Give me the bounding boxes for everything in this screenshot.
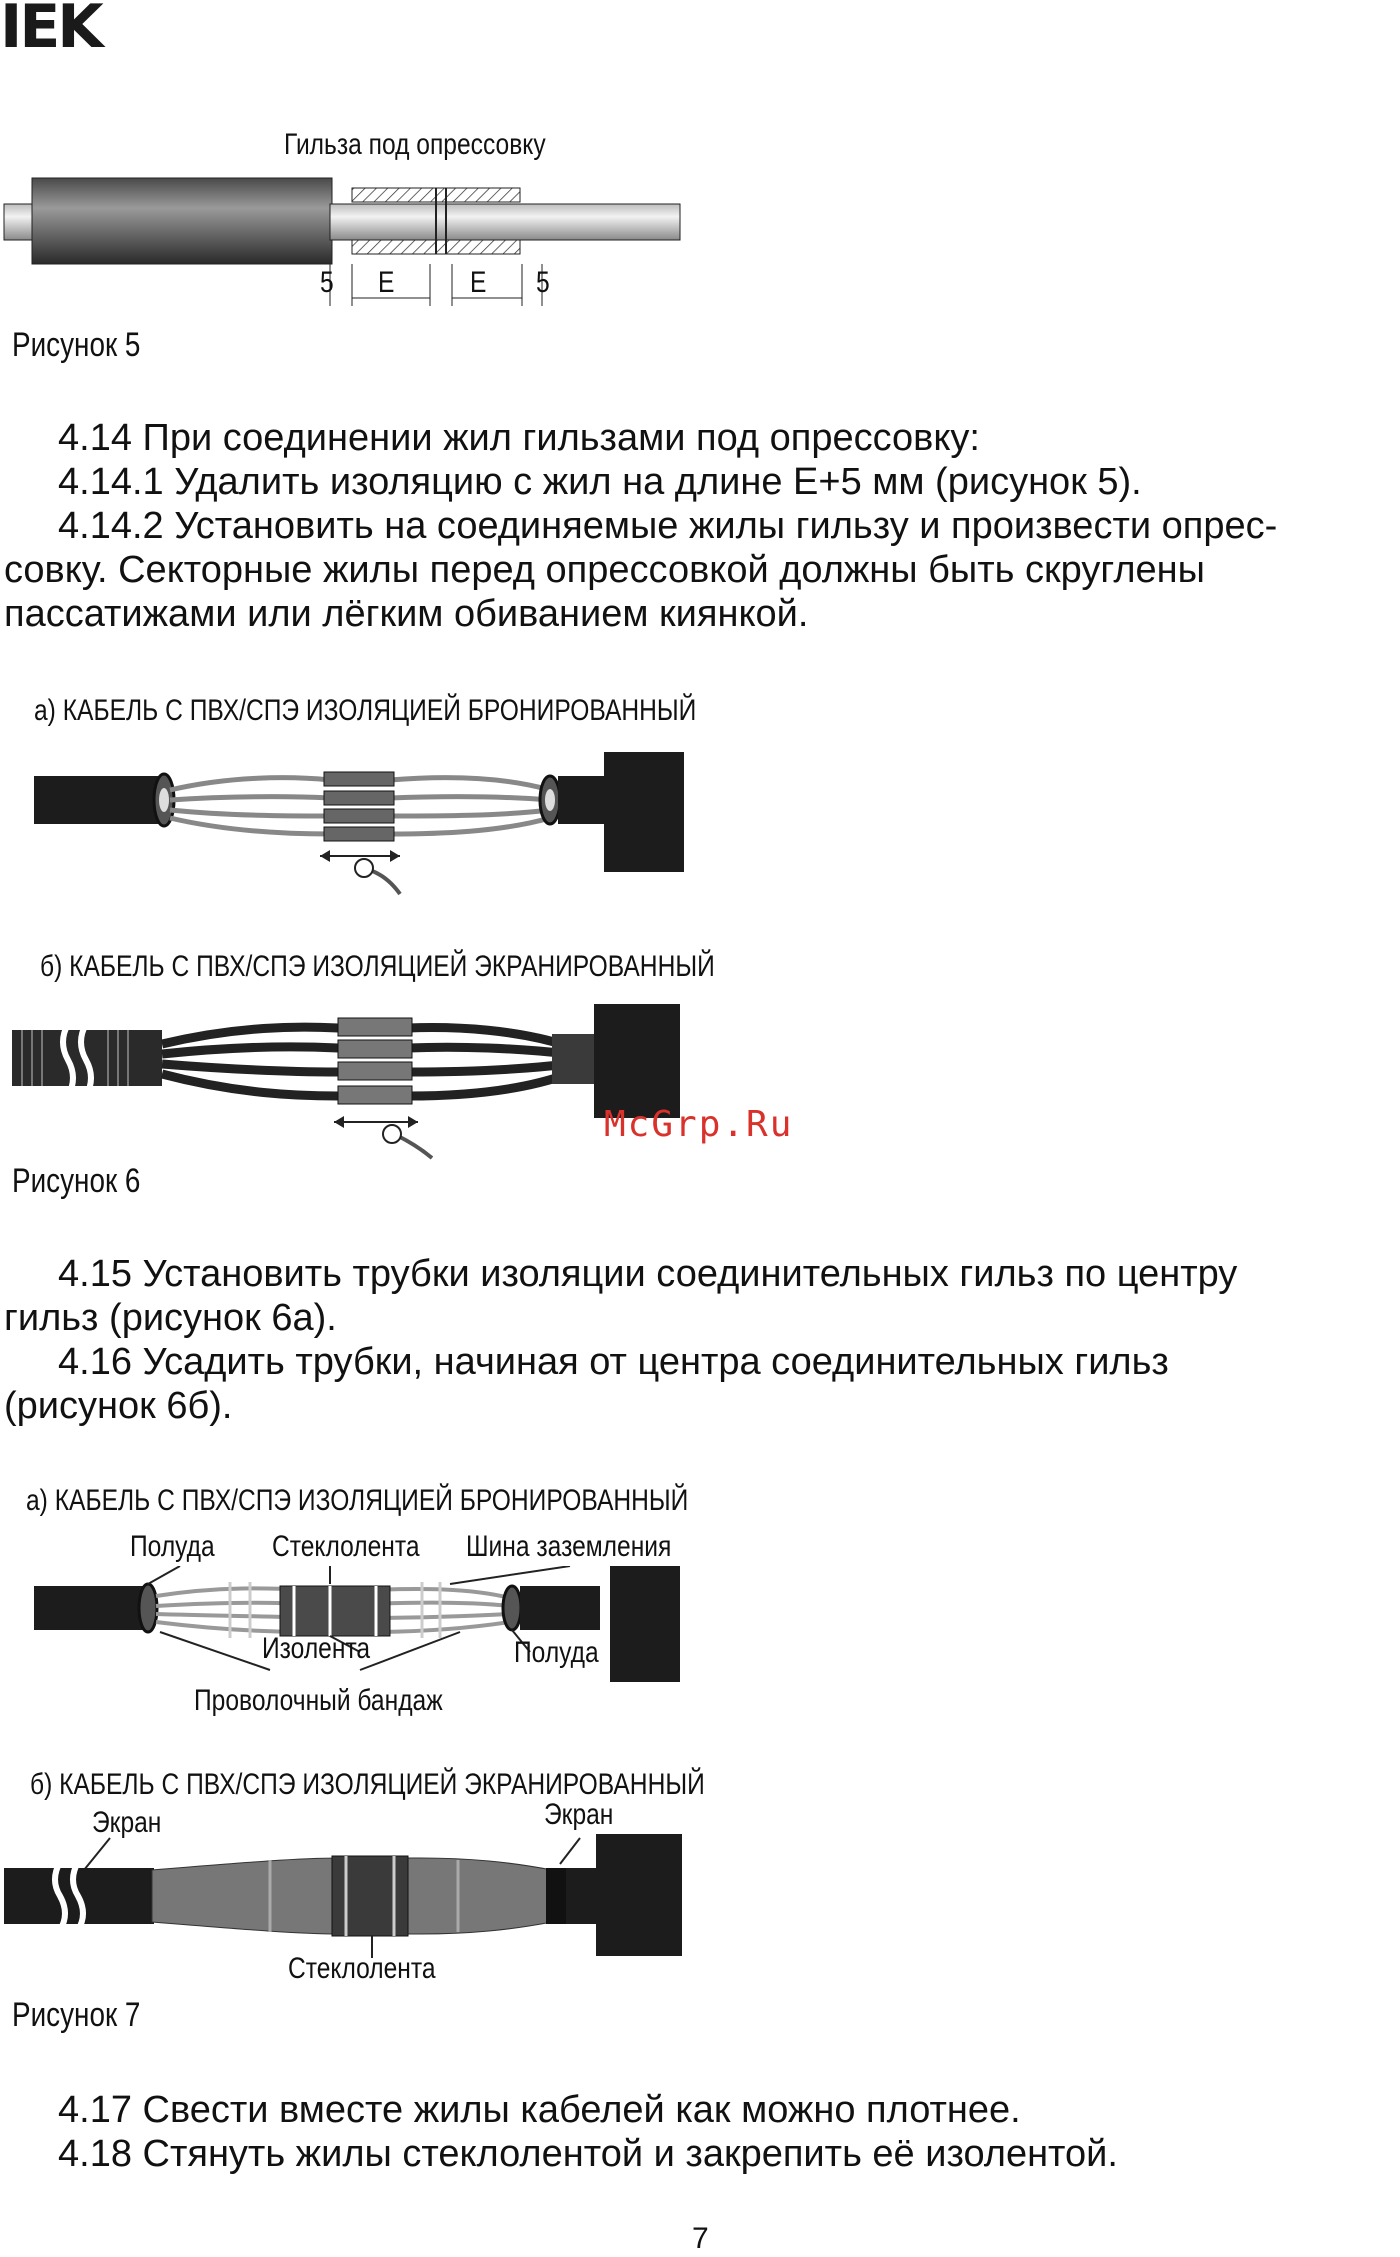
label-ekran-right: Экран xyxy=(544,1798,614,1831)
dim-5-right: 5 xyxy=(536,266,550,299)
paragraph-line: 4.18 Стянуть жилы стеклолентой и закрепить её изолентой. xyxy=(58,2133,1118,2175)
figure6a-drawing xyxy=(30,746,700,896)
paragraph-line: пассатижами или лёгким обиванием киянкой. xyxy=(4,593,809,635)
watermark: McGrp.Ru xyxy=(604,1104,794,1145)
paragraph-line: 4.14 При соединении жил гильзами под опрессовку: xyxy=(58,417,980,459)
paragraph-block-3 xyxy=(4,2088,1396,2176)
dim-5-left: 5 xyxy=(320,266,334,299)
figure7-title-a: а) КАБЕЛЬ С ПВХ/СПЭ ИЗОЛЯЦИЕЙ БРОНИРОВАННЫЙ xyxy=(26,1484,689,1517)
figure7-caption: Рисунок 7 xyxy=(12,1996,141,2034)
label-provolochny-bandazh: Проволочный бандаж xyxy=(194,1684,443,1717)
figure5-drawing xyxy=(0,168,700,308)
dim-e-right: E xyxy=(470,266,487,299)
paragraph-line: (рисунок 6б). xyxy=(4,1385,233,1427)
figure6-title-b: б) КАБЕЛЬ С ПВХ/СПЭ ИЗОЛЯЦИЕЙ ЭКРАНИРОВАННЫЙ xyxy=(40,950,715,983)
paragraph-line: 4.15 Установить трубки изоляции соединительных гильз по центру xyxy=(58,1253,1238,1295)
label-izolenta: Изолента xyxy=(262,1632,371,1665)
figure6-title-a: а) КАБЕЛЬ С ПВХ/СПЭ ИЗОЛЯЦИЕЙ БРОНИРОВАННЫЙ xyxy=(34,694,697,727)
paragraph-block-1 xyxy=(4,416,1396,636)
sleeve-label: Гильза под опрессовку xyxy=(284,128,546,161)
dim-e-left: E xyxy=(378,266,395,299)
figure7b-drawing xyxy=(0,1834,700,1964)
figure7-title-b: б) КАБЕЛЬ С ПВХ/СПЭ ИЗОЛЯЦИЕЙ ЭКРАНИРОВАННЫЙ xyxy=(30,1768,705,1801)
label-ekran-left: Экран xyxy=(92,1806,162,1839)
figure6-caption: Рисунок 6 xyxy=(12,1162,141,1200)
paragraph-line: 4.16 Усадить трубки, начиная от центра соединительных гильз xyxy=(58,1341,1169,1383)
label-steklolenta-b: Стеклолента xyxy=(288,1952,436,1985)
paragraph-line: 4.17 Свести вместе жилы кабелей как можно плотнее. xyxy=(58,2089,1021,2131)
paragraph-block-2 xyxy=(4,1252,1396,1428)
label-poluda-left: Полуда xyxy=(130,1530,215,1563)
paragraph-line: совку. Секторные жилы перед опрессовкой должны быть скруглены xyxy=(4,549,1205,591)
label-shina-zazemleniya: Шина заземления xyxy=(466,1530,672,1563)
paragraph-line: гильз (рисунок 6а). xyxy=(4,1297,337,1339)
label-poluda-right: Полуда xyxy=(514,1636,599,1669)
label-steklolenta-a: Стеклолента xyxy=(272,1530,420,1563)
iek-logo: IEK xyxy=(0,0,101,62)
figure6b-drawing xyxy=(8,1000,708,1160)
page-number: 7 xyxy=(692,2222,709,2255)
paragraph-line: 4.14.2 Установить на соединяемые жилы гильзу и произвести опрес- xyxy=(58,505,1278,547)
figure5-caption: Рисунок 5 xyxy=(12,326,141,364)
paragraph-line: 4.14.1 Удалить изоляцию с жил на длине E+5 мм (рисунок 5). xyxy=(58,461,1142,503)
